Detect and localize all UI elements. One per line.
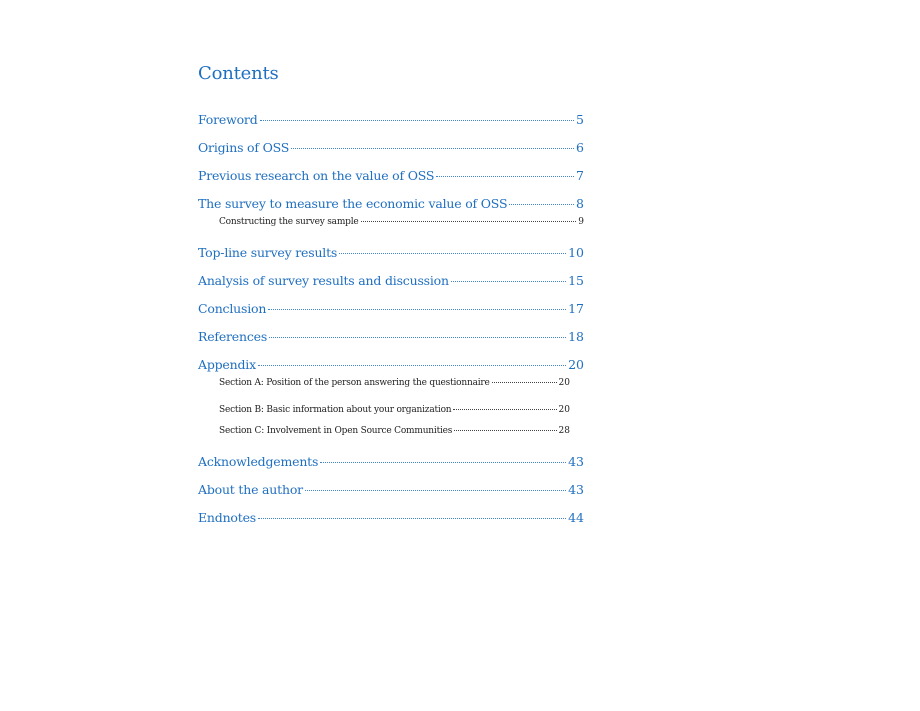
toc-entry-label: About the author	[198, 482, 303, 497]
dot-leader	[451, 281, 566, 282]
toc-entry-label: Appendix	[198, 357, 256, 372]
dot-leader	[436, 176, 574, 177]
toc-entry-foreword[interactable]	[198, 109, 584, 137]
dot-leader	[268, 309, 566, 310]
dot-leader	[258, 365, 566, 366]
toc-entry-page: 18	[568, 329, 584, 344]
toc-entry-analysis[interactable]	[198, 270, 584, 298]
toc-entry-page: 7	[576, 168, 584, 183]
toc-entry-label: The survey to measure the economic value of OSS	[198, 196, 508, 211]
toc-title: Contents	[198, 63, 279, 84]
dot-leader	[454, 430, 556, 431]
dot-leader	[291, 148, 574, 149]
dot-leader	[305, 490, 566, 491]
toc-entry-label: Foreword	[198, 112, 258, 127]
toc-subentry-survey-sample[interactable]	[198, 215, 584, 236]
dot-leader	[269, 337, 566, 338]
toc-entry-label: Origins of OSS	[198, 140, 290, 155]
dot-leader	[320, 462, 566, 463]
toc-entry-label: Section C: Involvement in Open Source Communities	[219, 426, 453, 436]
toc-entry-origins-of-oss[interactable]	[198, 137, 584, 165]
toc-entry-page: 20	[558, 378, 570, 388]
toc-entry-page: 8	[576, 196, 584, 211]
toc-entry-label: References	[198, 329, 268, 344]
toc-entry-page: 44	[568, 510, 584, 525]
toc-entry-label: Top-line survey results	[198, 245, 338, 260]
toc-entry-previous-research[interactable]	[198, 165, 584, 193]
table-of-contents	[198, 62, 584, 535]
toc-subentry-section-c[interactable]	[198, 424, 570, 445]
toc-entry-top-line-results[interactable]	[198, 242, 584, 270]
dot-leader	[339, 253, 566, 254]
toc-entry-conclusion[interactable]	[198, 298, 584, 326]
toc-entry-label: Analysis of survey results and discussion	[198, 273, 449, 288]
toc-entry-page: 43	[568, 454, 584, 469]
dot-leader	[260, 120, 575, 121]
toc-entry-label: Acknowledgements	[198, 454, 319, 469]
toc-entry-page: 20	[568, 357, 584, 372]
toc-entry-label: Section B: Basic information about your organization	[219, 405, 452, 415]
dot-leader	[361, 221, 577, 222]
toc-entry-page: 28	[558, 426, 570, 436]
dot-leader	[492, 382, 557, 383]
toc-entry-page: 15	[568, 273, 584, 288]
toc-entry-label: Constructing the survey sample	[219, 217, 359, 227]
toc-entry-acknowledgements[interactable]	[198, 451, 584, 479]
toc-entry-label: Conclusion	[198, 301, 267, 316]
toc-entry-label: Section A: Position of the person answering the questionnaire	[219, 378, 490, 388]
toc-entry-page: 6	[576, 140, 584, 155]
toc-entry-page: 17	[568, 301, 584, 316]
dot-leader	[509, 204, 574, 205]
toc-entry-label: Endnotes	[198, 510, 256, 525]
toc-subentry-section-a[interactable]	[198, 376, 570, 397]
toc-entry-page: 9	[578, 217, 584, 227]
dot-leader	[258, 518, 566, 519]
toc-entry-page: 43	[568, 482, 584, 497]
toc-entry-about-the-author[interactable]	[198, 479, 584, 507]
toc-entry-page: 20	[558, 405, 570, 415]
toc-entry-page: 10	[568, 245, 584, 260]
toc-subentry-section-b[interactable]	[198, 403, 570, 424]
dot-leader	[453, 409, 556, 410]
toc-entry-endnotes[interactable]	[198, 507, 584, 535]
toc-entry-references[interactable]	[198, 326, 584, 354]
toc-entry-label: Previous research on the value of OSS	[198, 168, 435, 183]
toc-entry-page: 5	[576, 112, 584, 127]
